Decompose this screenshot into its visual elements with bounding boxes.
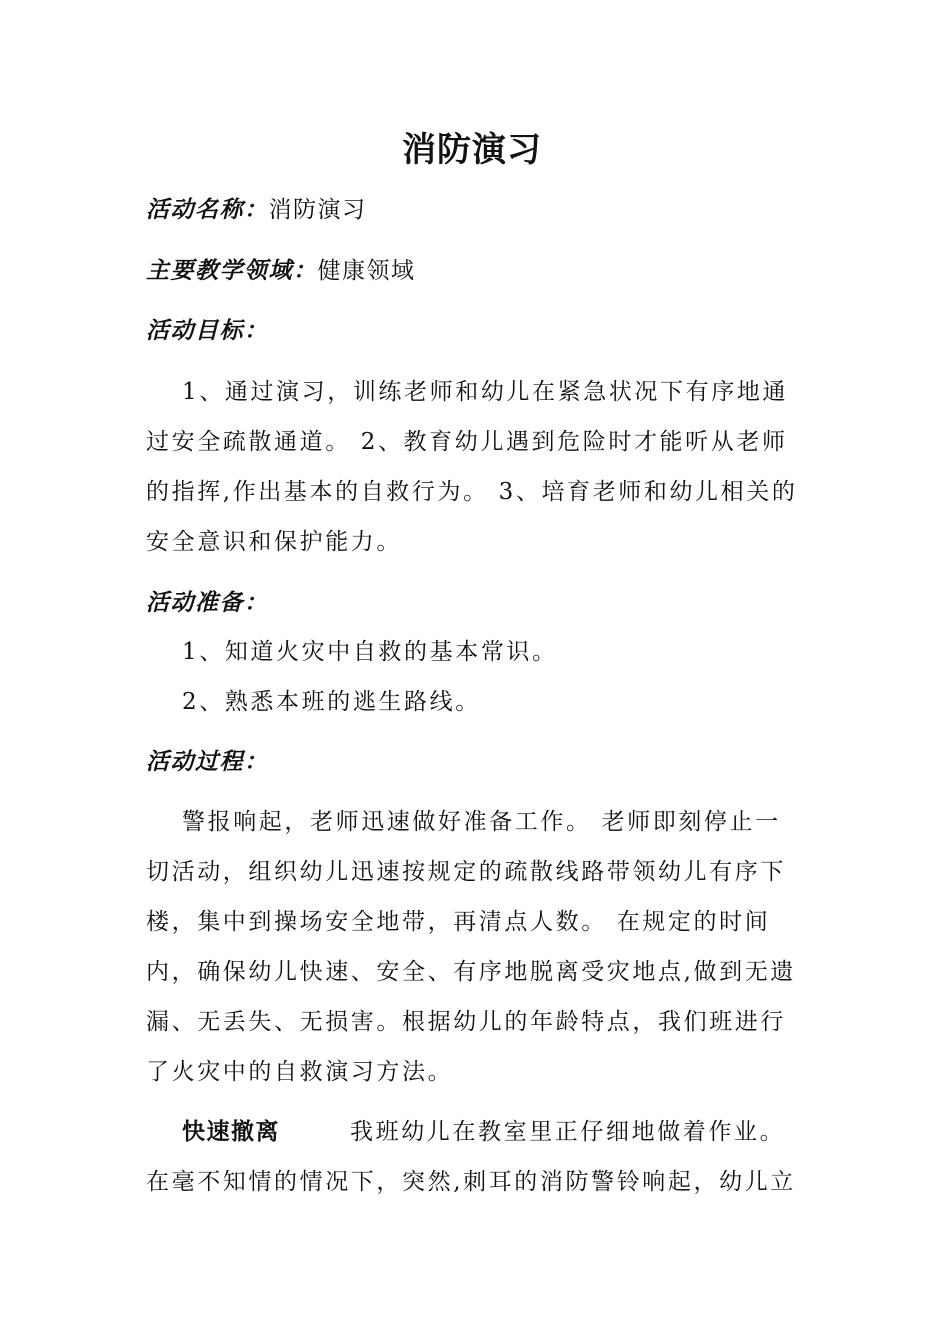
process-line: 楼，集中到操场安全地带，再清点人数。 在规定的时间 bbox=[146, 909, 771, 935]
process-line: 切活动，组织幼儿迅速按规定的疏散线路带领幼儿有序下 bbox=[146, 859, 786, 885]
activity-name-value: 消防演习 bbox=[268, 197, 367, 223]
evacuation-row bbox=[182, 1116, 280, 1148]
goals-heading: 活动目标： bbox=[146, 317, 269, 344]
preparation-item: 1、知道火灾中自救的基本常识。 bbox=[182, 639, 558, 665]
process-heading: 活动过程： bbox=[146, 748, 269, 775]
page-title: 消防演习 bbox=[402, 130, 542, 170]
domain-label: 主要教学领域： bbox=[146, 257, 318, 284]
goals-line: 1、通过演习，训练老师和幼儿在紧急状况下有序地通 bbox=[182, 379, 789, 405]
process-line: 内，确保幼儿快速、安全、有序地脱离受灾地点,做到无遗 bbox=[146, 959, 796, 985]
evacuation-label: 快速撤离 bbox=[182, 1118, 280, 1145]
process-line: 漏、无丢失、无损害。根据幼儿的年龄特点，我们班进行 bbox=[146, 1009, 786, 1035]
preparation-heading: 活动准备： bbox=[146, 589, 269, 616]
goals-line: 安全意识和保护能力。 bbox=[146, 529, 402, 555]
activity-name-row bbox=[146, 194, 367, 226]
preparation-item: 2、熟悉本班的逃生路线。 bbox=[182, 689, 481, 715]
domain-row bbox=[146, 255, 416, 287]
evacuation-text: 在毫不知情的情况下，突然,刺耳的消防警铃响起，幼儿立 bbox=[146, 1169, 796, 1195]
goals-line: 过安全疏散通道。 2、教育幼儿遇到危险时才能听从老师 bbox=[146, 429, 788, 455]
evacuation-text: 我班幼儿在教室里正仔细地做着作业。 bbox=[350, 1119, 786, 1145]
process-line: 了火灾中的自救演习方法。 bbox=[146, 1059, 454, 1085]
process-line: 警报响起，老师迅速做好准备工作。 老师即刻停止一 bbox=[182, 809, 781, 835]
activity-name-label: 活动名称： bbox=[146, 196, 269, 223]
domain-value: 健康领域 bbox=[317, 258, 416, 284]
goals-line: 的指挥,作出基本的自救行为。 3、培育老师和幼儿相关的 bbox=[146, 479, 798, 505]
